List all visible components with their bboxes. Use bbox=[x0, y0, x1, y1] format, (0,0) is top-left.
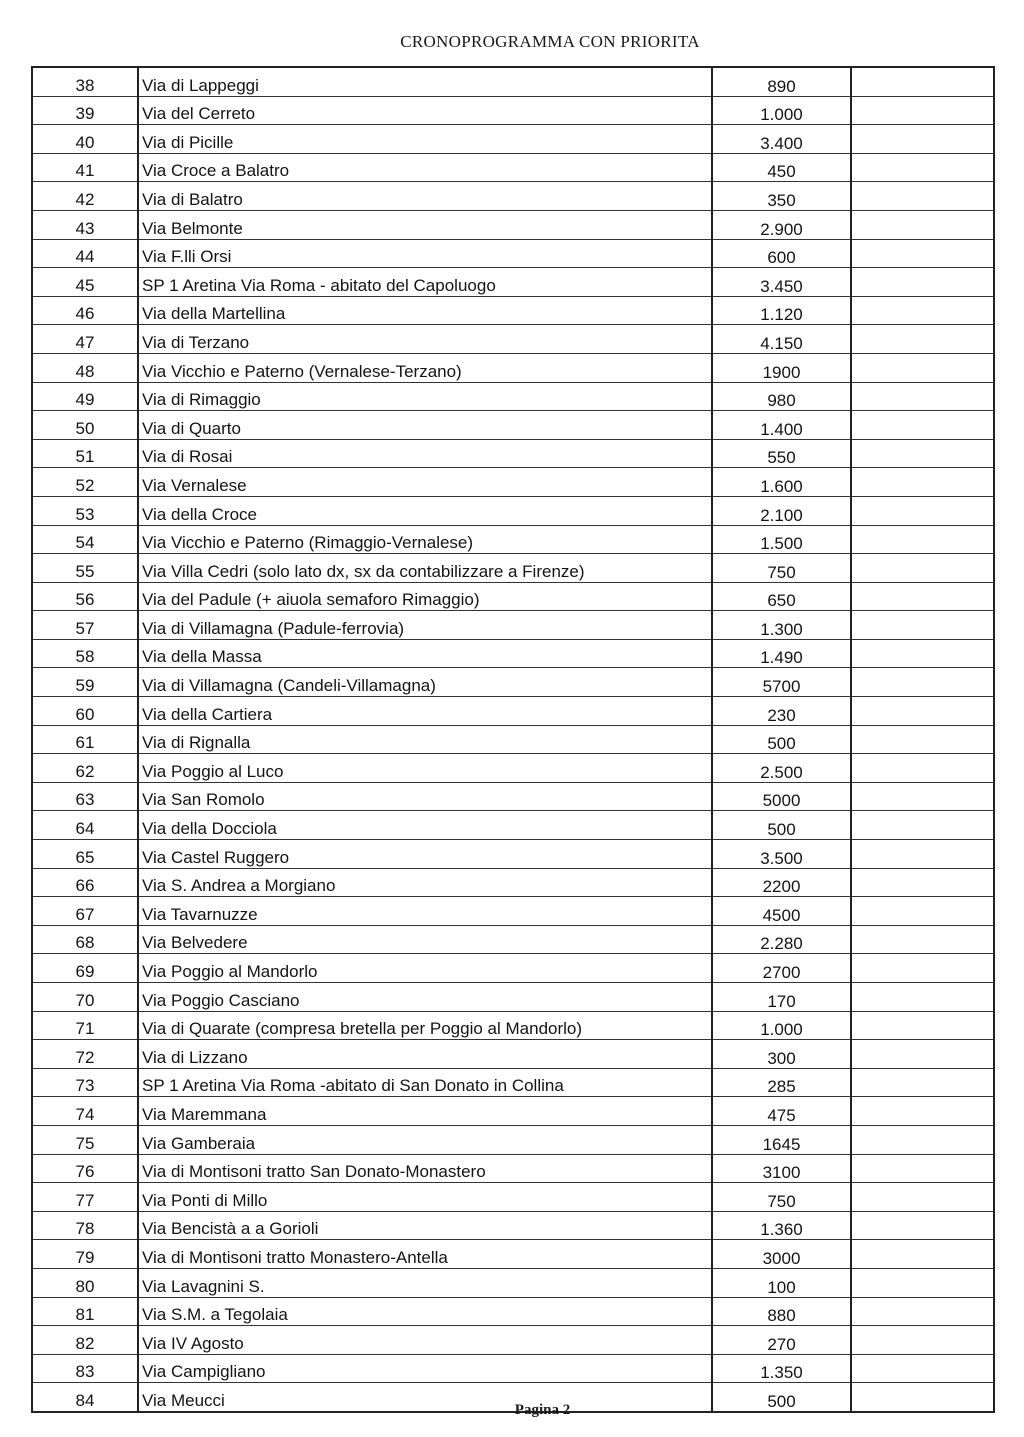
length-value-cell: 350 bbox=[712, 182, 851, 211]
row-number-cell: 82 bbox=[32, 1326, 138, 1355]
empty-cell bbox=[851, 1097, 994, 1126]
row-number-cell: 70 bbox=[32, 983, 138, 1012]
length-value-cell: 1.500 bbox=[712, 525, 851, 554]
length-value-cell: 650 bbox=[712, 582, 851, 611]
table-row bbox=[32, 925, 994, 954]
road-name-cell: Via di Montisoni tratto San Donato-Monastero bbox=[138, 1154, 712, 1183]
length-value-cell: 1.600 bbox=[712, 468, 851, 497]
length-value-cell: 230 bbox=[712, 697, 851, 726]
empty-cell bbox=[851, 153, 994, 182]
length-value-cell: 300 bbox=[712, 1040, 851, 1069]
road-name-cell: Via Vicchio e Paterno (Rimaggio-Vernalese) bbox=[138, 525, 712, 554]
table-row bbox=[32, 697, 994, 726]
table-row bbox=[32, 954, 994, 983]
road-name-cell: Via Poggio al Mandorlo bbox=[138, 954, 712, 983]
road-name-cell: Via Villa Cedri (solo lato dx, sx da contabilizzare a Firenze) bbox=[138, 554, 712, 583]
length-value-cell: 1.000 bbox=[712, 96, 851, 125]
road-name-cell: Via Poggio Casciano bbox=[138, 983, 712, 1012]
length-value-cell: 5000 bbox=[712, 782, 851, 811]
table-row bbox=[32, 353, 994, 382]
row-number-cell: 46 bbox=[32, 296, 138, 325]
empty-cell bbox=[851, 668, 994, 697]
table-row bbox=[32, 1068, 994, 1097]
row-number-cell: 73 bbox=[32, 1068, 138, 1097]
empty-cell bbox=[851, 697, 994, 726]
table-row bbox=[32, 382, 994, 411]
road-name-cell: Via di Villamagna (Candeli-Villamagna) bbox=[138, 668, 712, 697]
length-value-cell: 5700 bbox=[712, 668, 851, 697]
table-row bbox=[32, 897, 994, 926]
road-name-cell: Via di Quarate (compresa bretella per Poggio al Mandorlo) bbox=[138, 1011, 712, 1040]
road-name-cell: Via del Cerreto bbox=[138, 96, 712, 125]
row-number-cell: 62 bbox=[32, 754, 138, 783]
road-name-cell: Via di Lizzano bbox=[138, 1040, 712, 1069]
length-value-cell: 170 bbox=[712, 983, 851, 1012]
road-name-cell: Via di Lappeggi bbox=[138, 67, 712, 96]
table-row bbox=[32, 1268, 994, 1297]
length-value-cell: 3.500 bbox=[712, 840, 851, 869]
length-value-cell: 500 bbox=[712, 811, 851, 840]
road-name-cell: Via della Massa bbox=[138, 639, 712, 668]
road-name-cell: Via Vicchio e Paterno (Vernalese-Terzano) bbox=[138, 353, 712, 382]
length-value-cell: 2.500 bbox=[712, 754, 851, 783]
empty-cell bbox=[851, 868, 994, 897]
empty-cell bbox=[851, 1040, 994, 1069]
road-name-cell: Via della Croce bbox=[138, 496, 712, 525]
empty-cell bbox=[851, 782, 994, 811]
row-number-cell: 40 bbox=[32, 125, 138, 154]
empty-cell bbox=[851, 954, 994, 983]
row-number-cell: 83 bbox=[32, 1354, 138, 1383]
road-name-cell: Via Poggio al Luco bbox=[138, 754, 712, 783]
row-number-cell: 39 bbox=[32, 96, 138, 125]
length-value-cell: 2.100 bbox=[712, 496, 851, 525]
empty-cell bbox=[851, 239, 994, 268]
row-number-cell: 80 bbox=[32, 1268, 138, 1297]
row-number-cell: 64 bbox=[32, 811, 138, 840]
table-row bbox=[32, 668, 994, 697]
table-row bbox=[32, 325, 994, 354]
empty-cell bbox=[851, 754, 994, 783]
length-value-cell: 2.900 bbox=[712, 210, 851, 239]
length-value-cell: 285 bbox=[712, 1068, 851, 1097]
empty-cell bbox=[851, 639, 994, 668]
road-name-cell: Via della Docciola bbox=[138, 811, 712, 840]
empty-cell bbox=[851, 1240, 994, 1269]
row-number-cell: 68 bbox=[32, 925, 138, 954]
road-name-cell: Via Bencistà a a Gorioli bbox=[138, 1211, 712, 1240]
length-value-cell: 1.120 bbox=[712, 296, 851, 325]
empty-cell bbox=[851, 468, 994, 497]
empty-cell bbox=[851, 582, 994, 611]
row-number-cell: 55 bbox=[32, 554, 138, 583]
road-name-cell: Via di Balatro bbox=[138, 182, 712, 211]
road-priority-table bbox=[31, 66, 995, 1413]
table-row bbox=[32, 268, 994, 297]
row-number-cell: 79 bbox=[32, 1240, 138, 1269]
empty-cell bbox=[851, 296, 994, 325]
table-row bbox=[32, 96, 994, 125]
table-row bbox=[32, 468, 994, 497]
table-row bbox=[32, 782, 994, 811]
empty-cell bbox=[851, 1326, 994, 1355]
row-number-cell: 66 bbox=[32, 868, 138, 897]
road-name-cell: Via Belmonte bbox=[138, 210, 712, 239]
road-name-cell: Via del Padule (+ aiuola semaforo Rimaggio) bbox=[138, 582, 712, 611]
length-value-cell: 1.000 bbox=[712, 1011, 851, 1040]
row-number-cell: 57 bbox=[32, 611, 138, 640]
length-value-cell: 475 bbox=[712, 1097, 851, 1126]
length-value-cell: 1.490 bbox=[712, 639, 851, 668]
length-value-cell: 1645 bbox=[712, 1125, 851, 1154]
road-name-cell: Via di Rignalla bbox=[138, 725, 712, 754]
empty-cell bbox=[851, 268, 994, 297]
length-value-cell: 750 bbox=[712, 554, 851, 583]
road-name-cell: SP 1 Aretina Via Roma -abitato di San Donato in Collina bbox=[138, 1068, 712, 1097]
length-value-cell: 3100 bbox=[712, 1154, 851, 1183]
row-number-cell: 47 bbox=[32, 325, 138, 354]
row-number-cell: 42 bbox=[32, 182, 138, 211]
road-name-cell: Via Belvedere bbox=[138, 925, 712, 954]
length-value-cell: 3.450 bbox=[712, 268, 851, 297]
row-number-cell: 69 bbox=[32, 954, 138, 983]
length-value-cell: 980 bbox=[712, 382, 851, 411]
length-value-cell: 3.400 bbox=[712, 125, 851, 154]
road-name-cell: Via S. Andrea a Morgiano bbox=[138, 868, 712, 897]
table-row bbox=[32, 239, 994, 268]
table-row bbox=[32, 210, 994, 239]
row-number-cell: 71 bbox=[32, 1011, 138, 1040]
road-name-cell: Via Tavarnuzze bbox=[138, 897, 712, 926]
length-value-cell: 100 bbox=[712, 1268, 851, 1297]
table-row bbox=[32, 1011, 994, 1040]
road-name-cell: Via Ponti di Millo bbox=[138, 1183, 712, 1212]
row-number-cell: 41 bbox=[32, 153, 138, 182]
row-number-cell: 45 bbox=[32, 268, 138, 297]
table-row bbox=[32, 1297, 994, 1326]
empty-cell bbox=[851, 1125, 994, 1154]
empty-cell bbox=[851, 1354, 994, 1383]
table-row bbox=[32, 725, 994, 754]
road-name-cell: Via Castel Ruggero bbox=[138, 840, 712, 869]
empty-cell bbox=[851, 1268, 994, 1297]
road-name-cell: Via di Rosai bbox=[138, 439, 712, 468]
length-value-cell: 890 bbox=[712, 67, 851, 96]
empty-cell bbox=[851, 983, 994, 1012]
row-number-cell: 43 bbox=[32, 210, 138, 239]
row-number-cell: 72 bbox=[32, 1040, 138, 1069]
page-title: CRONOPROGRAMMA CON PRIORITA bbox=[400, 32, 700, 51]
empty-cell bbox=[851, 725, 994, 754]
length-value-cell: 550 bbox=[712, 439, 851, 468]
length-value-cell: 270 bbox=[712, 1326, 851, 1355]
row-number-cell: 63 bbox=[32, 782, 138, 811]
empty-cell bbox=[851, 1154, 994, 1183]
empty-cell bbox=[851, 496, 994, 525]
row-number-cell: 74 bbox=[32, 1097, 138, 1126]
empty-cell bbox=[851, 525, 994, 554]
empty-cell bbox=[851, 67, 994, 96]
road-name-cell: Via IV Agosto bbox=[138, 1326, 712, 1355]
row-number-cell: 84 bbox=[32, 1383, 138, 1412]
table-row bbox=[32, 554, 994, 583]
table-row bbox=[32, 611, 994, 640]
table-row bbox=[32, 983, 994, 1012]
row-number-cell: 65 bbox=[32, 840, 138, 869]
table-row bbox=[32, 525, 994, 554]
row-number-cell: 53 bbox=[32, 496, 138, 525]
length-value-cell: 1900 bbox=[712, 353, 851, 382]
row-number-cell: 48 bbox=[32, 353, 138, 382]
table-row bbox=[32, 840, 994, 869]
row-number-cell: 56 bbox=[32, 582, 138, 611]
empty-cell bbox=[851, 182, 994, 211]
length-value-cell: 1.350 bbox=[712, 1354, 851, 1383]
table-row bbox=[32, 639, 994, 668]
table-row bbox=[32, 1211, 994, 1240]
table-row bbox=[32, 153, 994, 182]
length-value-cell: 1.360 bbox=[712, 1211, 851, 1240]
road-name-cell: Via Meucci bbox=[138, 1383, 712, 1412]
row-number-cell: 50 bbox=[32, 411, 138, 440]
empty-cell bbox=[851, 1183, 994, 1212]
road-name-cell: SP 1 Aretina Via Roma - abitato del Capoluogo bbox=[138, 268, 712, 297]
empty-cell bbox=[851, 382, 994, 411]
table-row bbox=[32, 496, 994, 525]
table-row bbox=[32, 754, 994, 783]
row-number-cell: 38 bbox=[32, 67, 138, 96]
page-number: Pagina 2 bbox=[514, 1402, 571, 1418]
road-name-cell: Via di Quarto bbox=[138, 411, 712, 440]
row-number-cell: 78 bbox=[32, 1211, 138, 1240]
empty-cell bbox=[851, 925, 994, 954]
empty-cell bbox=[851, 439, 994, 468]
road-name-cell: Via Maremmana bbox=[138, 1097, 712, 1126]
road-name-cell: Via Lavagnini S. bbox=[138, 1268, 712, 1297]
row-number-cell: 81 bbox=[32, 1297, 138, 1326]
table-row bbox=[32, 1240, 994, 1269]
empty-cell bbox=[851, 1068, 994, 1097]
empty-cell bbox=[851, 125, 994, 154]
empty-cell bbox=[851, 554, 994, 583]
length-value-cell: 500 bbox=[712, 725, 851, 754]
row-number-cell: 77 bbox=[32, 1183, 138, 1212]
row-number-cell: 75 bbox=[32, 1125, 138, 1154]
table-row bbox=[32, 182, 994, 211]
length-value-cell: 750 bbox=[712, 1183, 851, 1212]
row-number-cell: 61 bbox=[32, 725, 138, 754]
table-row bbox=[32, 67, 994, 96]
length-value-cell: 450 bbox=[712, 153, 851, 182]
empty-cell bbox=[851, 840, 994, 869]
table-row bbox=[32, 582, 994, 611]
length-value-cell: 500 bbox=[712, 1383, 851, 1412]
table-row bbox=[32, 1154, 994, 1183]
road-name-cell: Via F.lli Orsi bbox=[138, 239, 712, 268]
empty-cell bbox=[851, 611, 994, 640]
table-row bbox=[32, 1040, 994, 1069]
empty-cell bbox=[851, 1011, 994, 1040]
road-name-cell: Via di Montisoni tratto Monastero-Antella bbox=[138, 1240, 712, 1269]
table-row bbox=[32, 1125, 994, 1154]
road-name-cell: Via di Terzano bbox=[138, 325, 712, 354]
length-value-cell: 880 bbox=[712, 1297, 851, 1326]
row-number-cell: 67 bbox=[32, 897, 138, 926]
length-value-cell: 2.280 bbox=[712, 925, 851, 954]
road-name-cell: Via Croce a Balatro bbox=[138, 153, 712, 182]
road-name-cell: Via Vernalese bbox=[138, 468, 712, 497]
empty-cell bbox=[851, 210, 994, 239]
length-value-cell: 3000 bbox=[712, 1240, 851, 1269]
table-row bbox=[32, 1097, 994, 1126]
road-name-cell: Via della Cartiera bbox=[138, 697, 712, 726]
table-body bbox=[32, 67, 994, 1412]
row-number-cell: 49 bbox=[32, 382, 138, 411]
row-number-cell: 76 bbox=[32, 1154, 138, 1183]
row-number-cell: 52 bbox=[32, 468, 138, 497]
length-value-cell: 600 bbox=[712, 239, 851, 268]
row-number-cell: 58 bbox=[32, 639, 138, 668]
table-row bbox=[32, 1326, 994, 1355]
empty-cell bbox=[851, 411, 994, 440]
length-value-cell: 4.150 bbox=[712, 325, 851, 354]
road-name-cell: Via S.M. a Tegolaia bbox=[138, 1297, 712, 1326]
empty-cell bbox=[851, 1297, 994, 1326]
length-value-cell: 2700 bbox=[712, 954, 851, 983]
row-number-cell: 60 bbox=[32, 697, 138, 726]
road-name-cell: Via di Villamagna (Padule-ferrovia) bbox=[138, 611, 712, 640]
empty-cell bbox=[851, 325, 994, 354]
table-row bbox=[32, 1354, 994, 1383]
row-number-cell: 54 bbox=[32, 525, 138, 554]
empty-cell bbox=[851, 897, 994, 926]
road-name-cell: Via Gamberaia bbox=[138, 1125, 712, 1154]
empty-cell bbox=[851, 811, 994, 840]
length-value-cell: 1.300 bbox=[712, 611, 851, 640]
empty-cell bbox=[851, 353, 994, 382]
table-row bbox=[32, 1183, 994, 1212]
table-row bbox=[32, 439, 994, 468]
table-row bbox=[32, 296, 994, 325]
empty-cell bbox=[851, 96, 994, 125]
length-value-cell: 4500 bbox=[712, 897, 851, 926]
road-name-cell: Via San Romolo bbox=[138, 782, 712, 811]
table-row bbox=[32, 125, 994, 154]
table-row bbox=[32, 411, 994, 440]
empty-cell bbox=[851, 1211, 994, 1240]
road-name-cell: Via di Picille bbox=[138, 125, 712, 154]
table-row bbox=[32, 811, 994, 840]
row-number-cell: 51 bbox=[32, 439, 138, 468]
table-row bbox=[32, 868, 994, 897]
length-value-cell: 2200 bbox=[712, 868, 851, 897]
road-name-cell: Via di Rimaggio bbox=[138, 382, 712, 411]
road-name-cell: Via Campigliano bbox=[138, 1354, 712, 1383]
road-name-cell: Via della Martellina bbox=[138, 296, 712, 325]
row-number-cell: 44 bbox=[32, 239, 138, 268]
row-number-cell: 59 bbox=[32, 668, 138, 697]
length-value-cell: 1.400 bbox=[712, 411, 851, 440]
